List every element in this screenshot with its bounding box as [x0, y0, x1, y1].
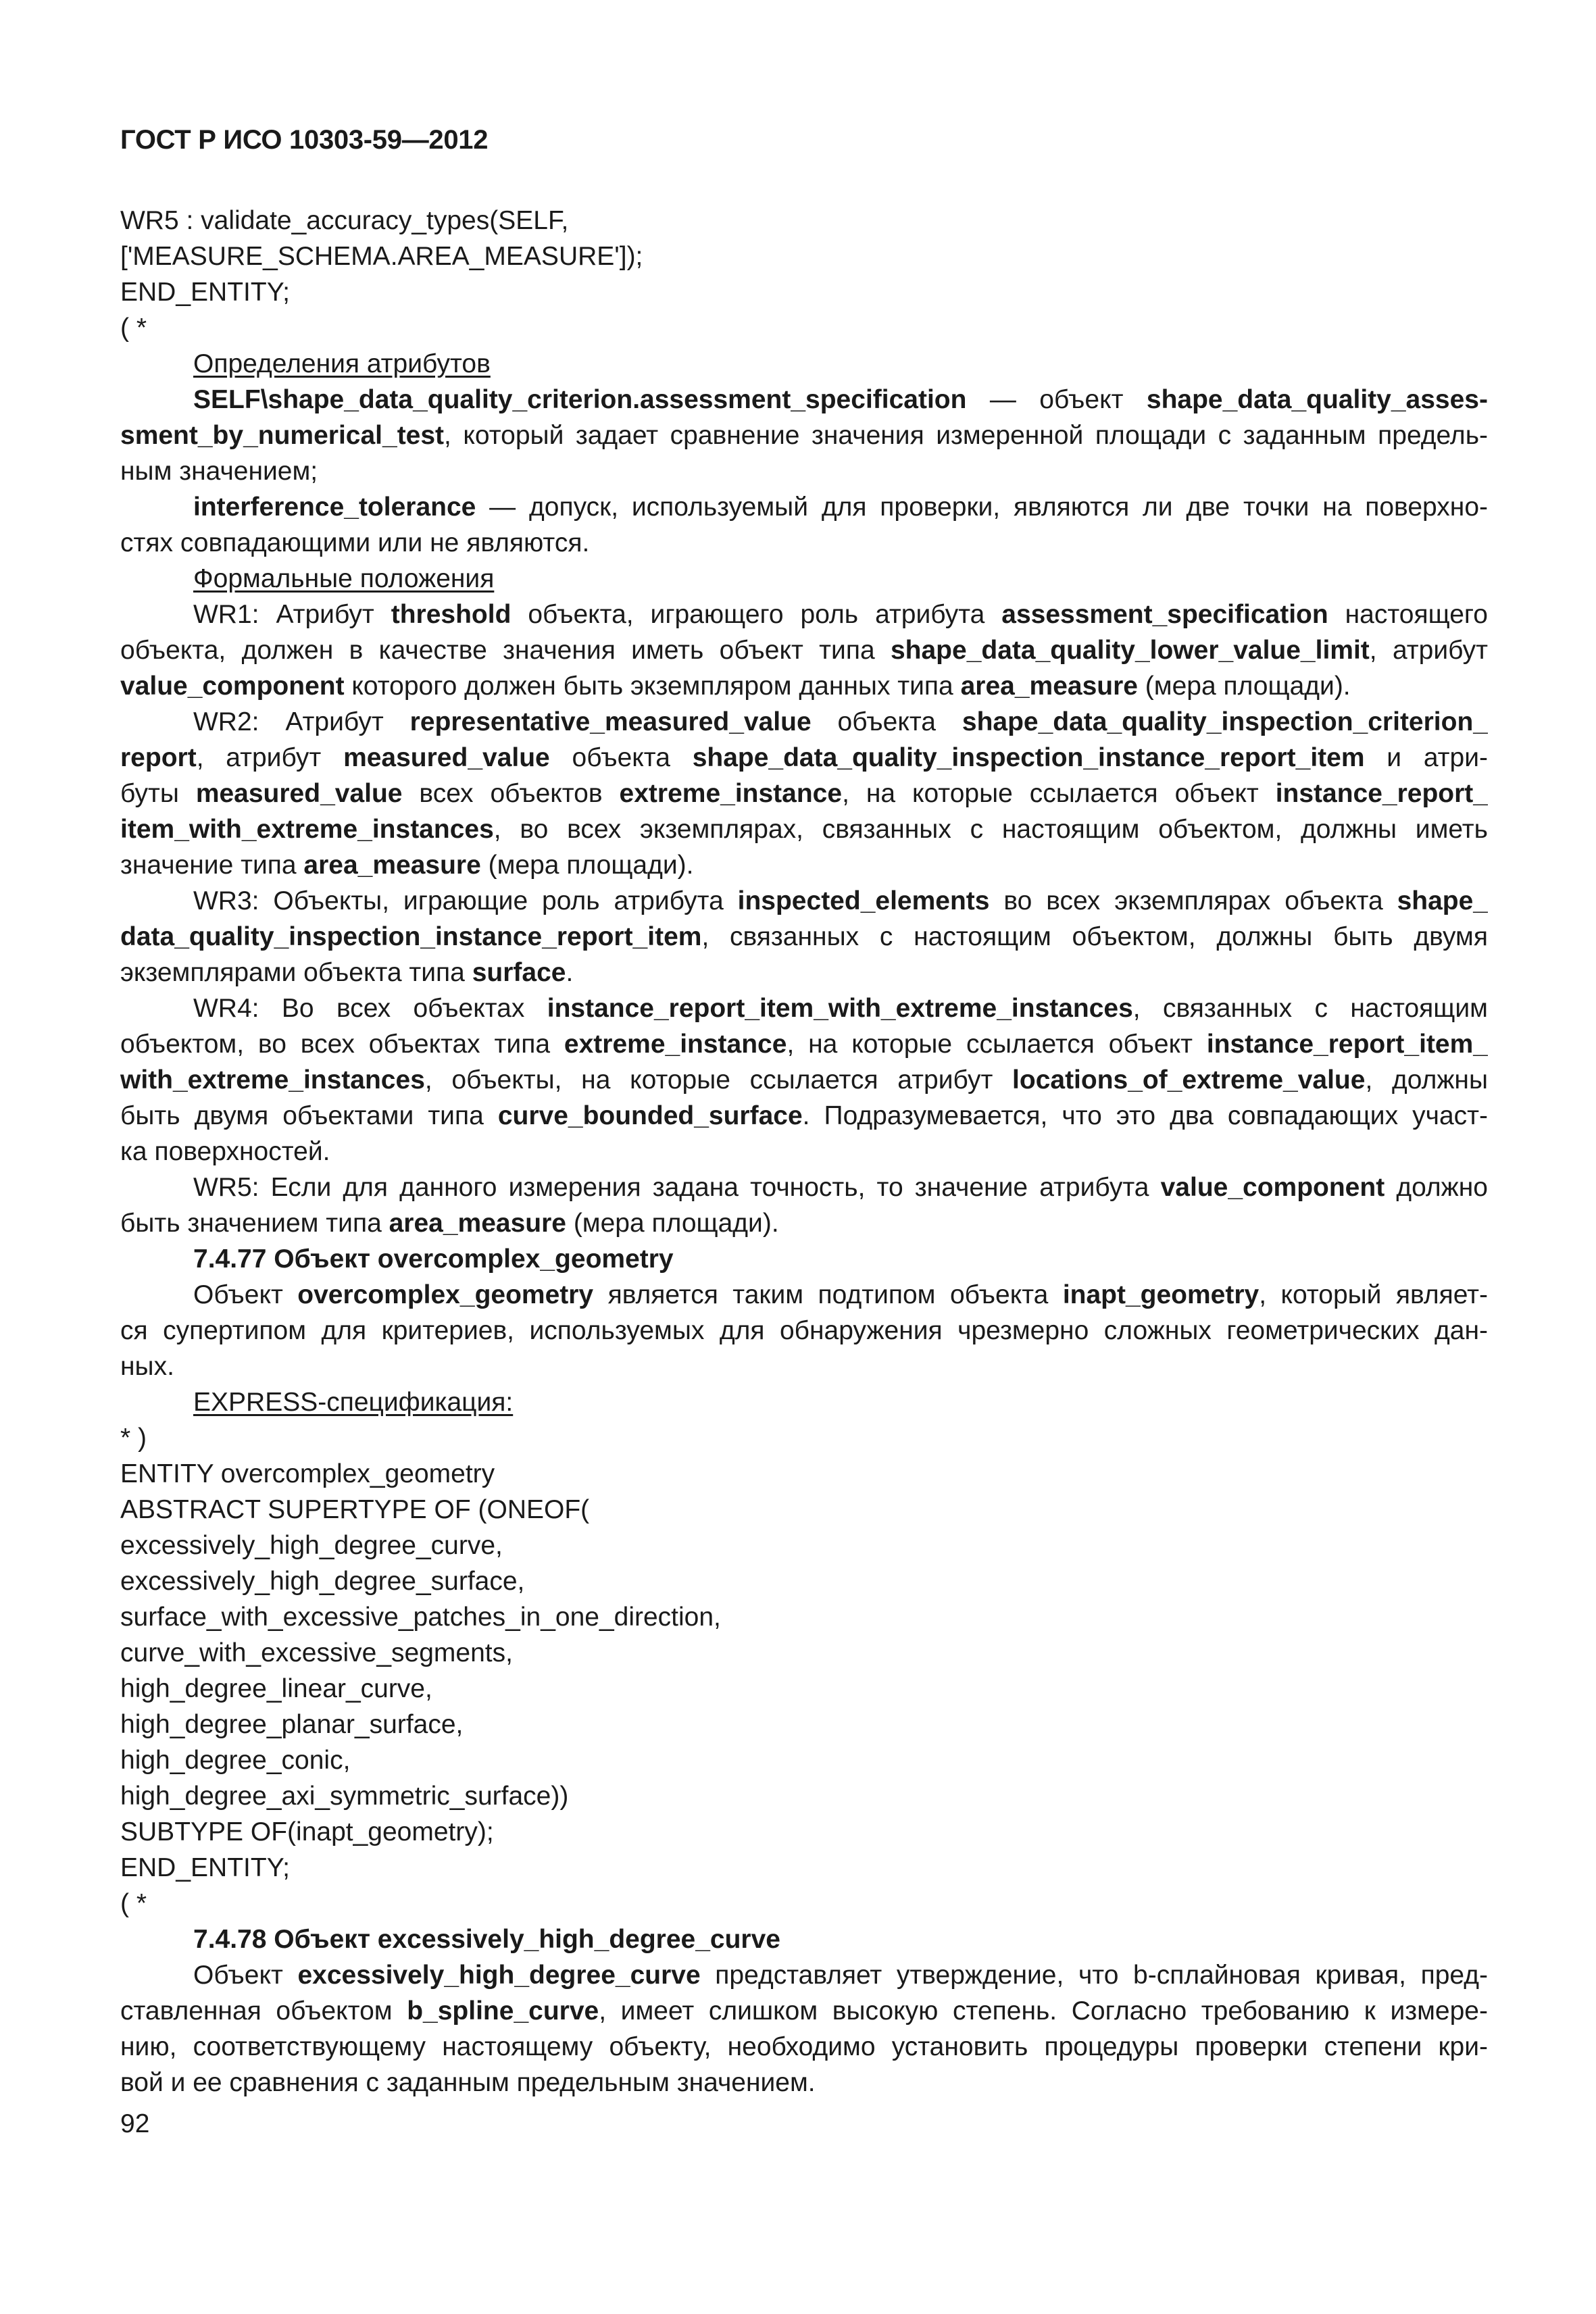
text-run: ка поверхностей.	[120, 1137, 330, 1166]
text-run: ным значением;	[120, 457, 318, 486]
text-line	[120, 847, 1488, 883]
text-run: , который задает сравнение значения измеренной площади с заданным предель-	[444, 421, 1488, 450]
bold-term: measured_value	[343, 743, 550, 772]
bold-term: area_measure	[960, 672, 1138, 701]
text-line	[120, 1492, 1488, 1528]
text-line	[120, 1635, 1488, 1671]
bold-term: data_quality_inspection_instance_report_item	[120, 922, 702, 951]
text-line	[120, 2065, 1488, 2101]
bold-term: curve_bounded_surface	[497, 1101, 803, 1130]
text-run: WR1: Атрибут	[193, 600, 391, 629]
bold-term: instance_report_item_	[1206, 1030, 1488, 1059]
text-run: EXPRESS-спецификация:	[193, 1388, 514, 1417]
text-run: объекта	[549, 743, 693, 772]
text-run: всех объектов	[402, 779, 620, 808]
text-run: нию, соответствующему настоящему объекту, необходимо установить процедуры проверки степени кри-	[120, 2032, 1488, 2061]
text-line	[120, 1026, 1488, 1062]
bold-term: shape_data_quality_asses-	[1146, 385, 1488, 414]
bold-term: extreme_instance	[564, 1030, 787, 1059]
bold-term: measured_value	[195, 779, 403, 808]
text-run: , имеет слишком высокую степень. Согласно требованию к измере-	[599, 1996, 1488, 2026]
bold-term: locations_of_extreme_value	[1012, 1065, 1366, 1095]
text-line	[120, 1134, 1488, 1169]
text-run: стях совпадающими или не являются.	[120, 528, 590, 557]
text-line	[120, 489, 1488, 525]
text-run: ( *	[120, 313, 147, 343]
text-run: которого должен быть экземпляром данных типа	[344, 672, 961, 701]
text-line	[120, 2029, 1488, 2065]
text-line	[120, 597, 1488, 632]
text-run: Объект	[193, 1961, 298, 1990]
text-line	[120, 346, 1488, 382]
text-run: экземплярами объекта типа	[120, 958, 472, 987]
text-line	[120, 776, 1488, 811]
bold-term: b_spline_curve	[407, 1996, 599, 2026]
text-line	[120, 740, 1488, 776]
text-line	[120, 668, 1488, 704]
text-run: . Подразумевается, что это два совпадающих участ-	[802, 1101, 1488, 1130]
bold-term: excessively_high_degree_curve	[297, 1961, 701, 1990]
text-run: и атри-	[1364, 743, 1488, 772]
text-run: WR5 : validate_accuracy_types(SELF,	[120, 206, 569, 235]
text-line	[120, 1778, 1488, 1814]
text-line	[120, 1313, 1488, 1349]
text-run: быть двумя объектами типа	[120, 1101, 498, 1130]
bold-term: overcomplex_geometry	[297, 1280, 594, 1309]
text-line	[120, 1205, 1488, 1241]
text-run: high_degree_linear_curve,	[120, 1674, 432, 1703]
text-line	[120, 1384, 1488, 1420]
bold-term: inapt_geometry	[1062, 1280, 1260, 1309]
bold-term: instance_report_item_with_extreme_instances	[547, 994, 1133, 1023]
text-line	[120, 382, 1488, 418]
text-line	[120, 955, 1488, 990]
text-run: объекта, должен в качестве значения иметь объект типа	[120, 636, 891, 665]
text-line	[120, 1599, 1488, 1635]
text-run: WR4: Во всех объектах	[193, 994, 547, 1023]
text-run: во всех экземплярах объекта	[989, 886, 1397, 915]
bold-term: interference_tolerance	[193, 493, 476, 522]
bold-term: 7.4.78 Объект excessively_high_degree_curve	[193, 1925, 780, 1954]
text-line	[120, 310, 1488, 346]
text-line	[120, 1993, 1488, 2029]
bold-term: extreme_instance	[619, 779, 843, 808]
text-run: объекта	[811, 707, 962, 736]
text-line	[120, 525, 1488, 561]
text-run: ся супертипом для критериев, используемых для обнаружения чрезмерно сложных геометрических дан-	[120, 1316, 1488, 1345]
text-run: объекта, играющего роль атрибута	[511, 600, 1002, 629]
text-run: WR5: Если для данного измерения задана точность, то значение атрибута	[193, 1173, 1161, 1202]
text-line	[120, 1456, 1488, 1492]
bold-term: with_extreme_instances	[120, 1065, 425, 1095]
bold-term: shape_data_quality_inspection_criterion_	[962, 707, 1488, 736]
page-header-standard-number: ГОСТ Р ИСО 10303-59—2012	[120, 125, 489, 155]
bold-term: report	[120, 743, 197, 772]
text-line	[120, 561, 1488, 597]
text-run: , связанных с настоящим	[1132, 994, 1488, 1023]
text-run: high_degree_axi_symmetric_surface))	[120, 1782, 569, 1811]
text-run: является таким подтипом объекта	[593, 1280, 1063, 1309]
text-run: — допуск, используемый для проверки, являются ли две точки на поверхно-	[476, 493, 1488, 522]
text-line	[120, 1707, 1488, 1742]
text-run: surface_with_excessive_patches_in_one_direction,	[120, 1603, 721, 1632]
text-run: (мера площади).	[1137, 672, 1351, 701]
text-run: , связанных с настоящим объектом, должны быть двумя	[701, 922, 1488, 951]
text-run: буты	[120, 779, 196, 808]
bold-term: item_with_extreme_instances	[120, 815, 494, 844]
text-line	[120, 1420, 1488, 1456]
text-line	[120, 1241, 1488, 1277]
text-line	[120, 1957, 1488, 1993]
text-run: , атрибут	[1369, 636, 1488, 665]
bold-term: value_component	[1160, 1173, 1385, 1202]
text-line	[120, 418, 1488, 453]
text-line	[120, 1349, 1488, 1384]
text-run: Формальные положения	[193, 564, 495, 593]
text-line	[120, 1671, 1488, 1707]
text-line	[120, 1062, 1488, 1098]
bold-term: inspected_elements	[737, 886, 990, 915]
text-run: (мера площади).	[480, 851, 694, 880]
text-line	[120, 453, 1488, 489]
bold-term: surface	[472, 958, 566, 987]
text-run: END_ENTITY;	[120, 1853, 291, 1882]
bold-term: threshold	[391, 600, 512, 629]
bold-term: SELF\shape_data_quality_criterion.assessment_specification	[193, 385, 967, 414]
text-run: вой и ее сравнения с заданным предельным значением.	[120, 2068, 816, 2097]
bold-term: assessment_specification	[1001, 600, 1328, 629]
text-line	[120, 1098, 1488, 1134]
text-run: должно	[1385, 1173, 1488, 1202]
text-run: WR3: Объекты, играющие роль атрибута	[193, 886, 738, 915]
section-heading-underlined	[193, 564, 494, 593]
bold-term: shape_data_quality_inspection_instance_report_item	[692, 743, 1365, 772]
section-heading-underlined	[193, 1388, 513, 1417]
text-line	[120, 883, 1488, 919]
text-line	[120, 1277, 1488, 1313]
text-run: .	[566, 958, 574, 987]
text-run: ENTITY overcomplex_geometry	[120, 1459, 495, 1488]
text-run: excessively_high_degree_surface,	[120, 1567, 525, 1596]
text-run: * )	[120, 1424, 147, 1453]
page-number: 92	[120, 2109, 150, 2138]
text-run: high_degree_conic,	[120, 1746, 351, 1775]
bold-term: sment_by_numerical_test	[120, 421, 445, 450]
text-run: , который являет-	[1259, 1280, 1488, 1309]
text-run: , атрибут	[196, 743, 344, 772]
text-run: END_ENTITY;	[120, 278, 291, 307]
text-line	[120, 1742, 1488, 1778]
text-run: представляет утверждение, что b-сплайновая кривая, пред-	[700, 1961, 1488, 1990]
bold-term: shape_	[1397, 886, 1488, 915]
text-run: Объект	[193, 1280, 298, 1309]
text-run: настоящего	[1328, 600, 1488, 629]
text-line	[120, 704, 1488, 740]
text-line	[120, 919, 1488, 955]
text-run: значение типа	[120, 851, 304, 880]
text-run: curve_with_excessive_segments,	[120, 1638, 513, 1667]
text-run: быть значением типа	[120, 1209, 389, 1238]
document-body	[120, 203, 1488, 2101]
text-run: ['MEASURE_SCHEMA.AREA_MEASURE']);	[120, 242, 643, 271]
text-line	[120, 274, 1488, 310]
section-heading-underlined	[193, 349, 491, 378]
text-line	[120, 990, 1488, 1026]
text-run: WR2: Атрибут	[193, 707, 410, 736]
text-run: (мера площади).	[566, 1209, 779, 1238]
text-line	[120, 1921, 1488, 1957]
text-line	[120, 238, 1488, 274]
bold-term: shape_data_quality_lower_value_limit	[890, 636, 1370, 665]
text-run: Определения атрибутов	[193, 349, 491, 378]
text-run: , объекты, на которые ссылается атрибут	[424, 1065, 1013, 1095]
bold-term: 7.4.77 Объект overcomplex_geometry	[193, 1244, 674, 1274]
text-run: , должны	[1365, 1065, 1488, 1095]
text-line	[120, 1886, 1488, 1921]
text-run: SUBTYPE OF(inapt_geometry);	[120, 1817, 494, 1846]
text-run: , на которые ссылается объект	[842, 779, 1276, 808]
text-line	[120, 1169, 1488, 1205]
text-line	[120, 1563, 1488, 1599]
text-line	[120, 203, 1488, 238]
text-run: excessively_high_degree_curve,	[120, 1531, 503, 1560]
text-run: — объект	[966, 385, 1147, 414]
bold-term: value_component	[120, 672, 345, 701]
text-run: ставленная объектом	[120, 1996, 407, 2026]
text-run: ных.	[120, 1352, 174, 1381]
bold-term: instance_report_	[1275, 779, 1488, 808]
text-line	[120, 632, 1488, 668]
text-line	[120, 1528, 1488, 1563]
bold-term: representative_measured_value	[409, 707, 812, 736]
text-run: ( *	[120, 1889, 147, 1918]
text-line	[120, 811, 1488, 847]
text-run: high_degree_planar_surface,	[120, 1710, 464, 1739]
text-line	[120, 1814, 1488, 1850]
text-run: объектом, во всех объектах типа	[120, 1030, 564, 1059]
text-run: , во всех экземплярах, связанных с настоящим объектом, должны иметь	[493, 815, 1488, 844]
bold-term: area_measure	[389, 1209, 566, 1238]
text-run: , на которые ссылается объект	[787, 1030, 1207, 1059]
bold-term: area_measure	[303, 851, 481, 880]
text-line	[120, 1850, 1488, 1886]
text-run: ABSTRACT SUPERTYPE OF (ONEOF(	[120, 1495, 590, 1524]
